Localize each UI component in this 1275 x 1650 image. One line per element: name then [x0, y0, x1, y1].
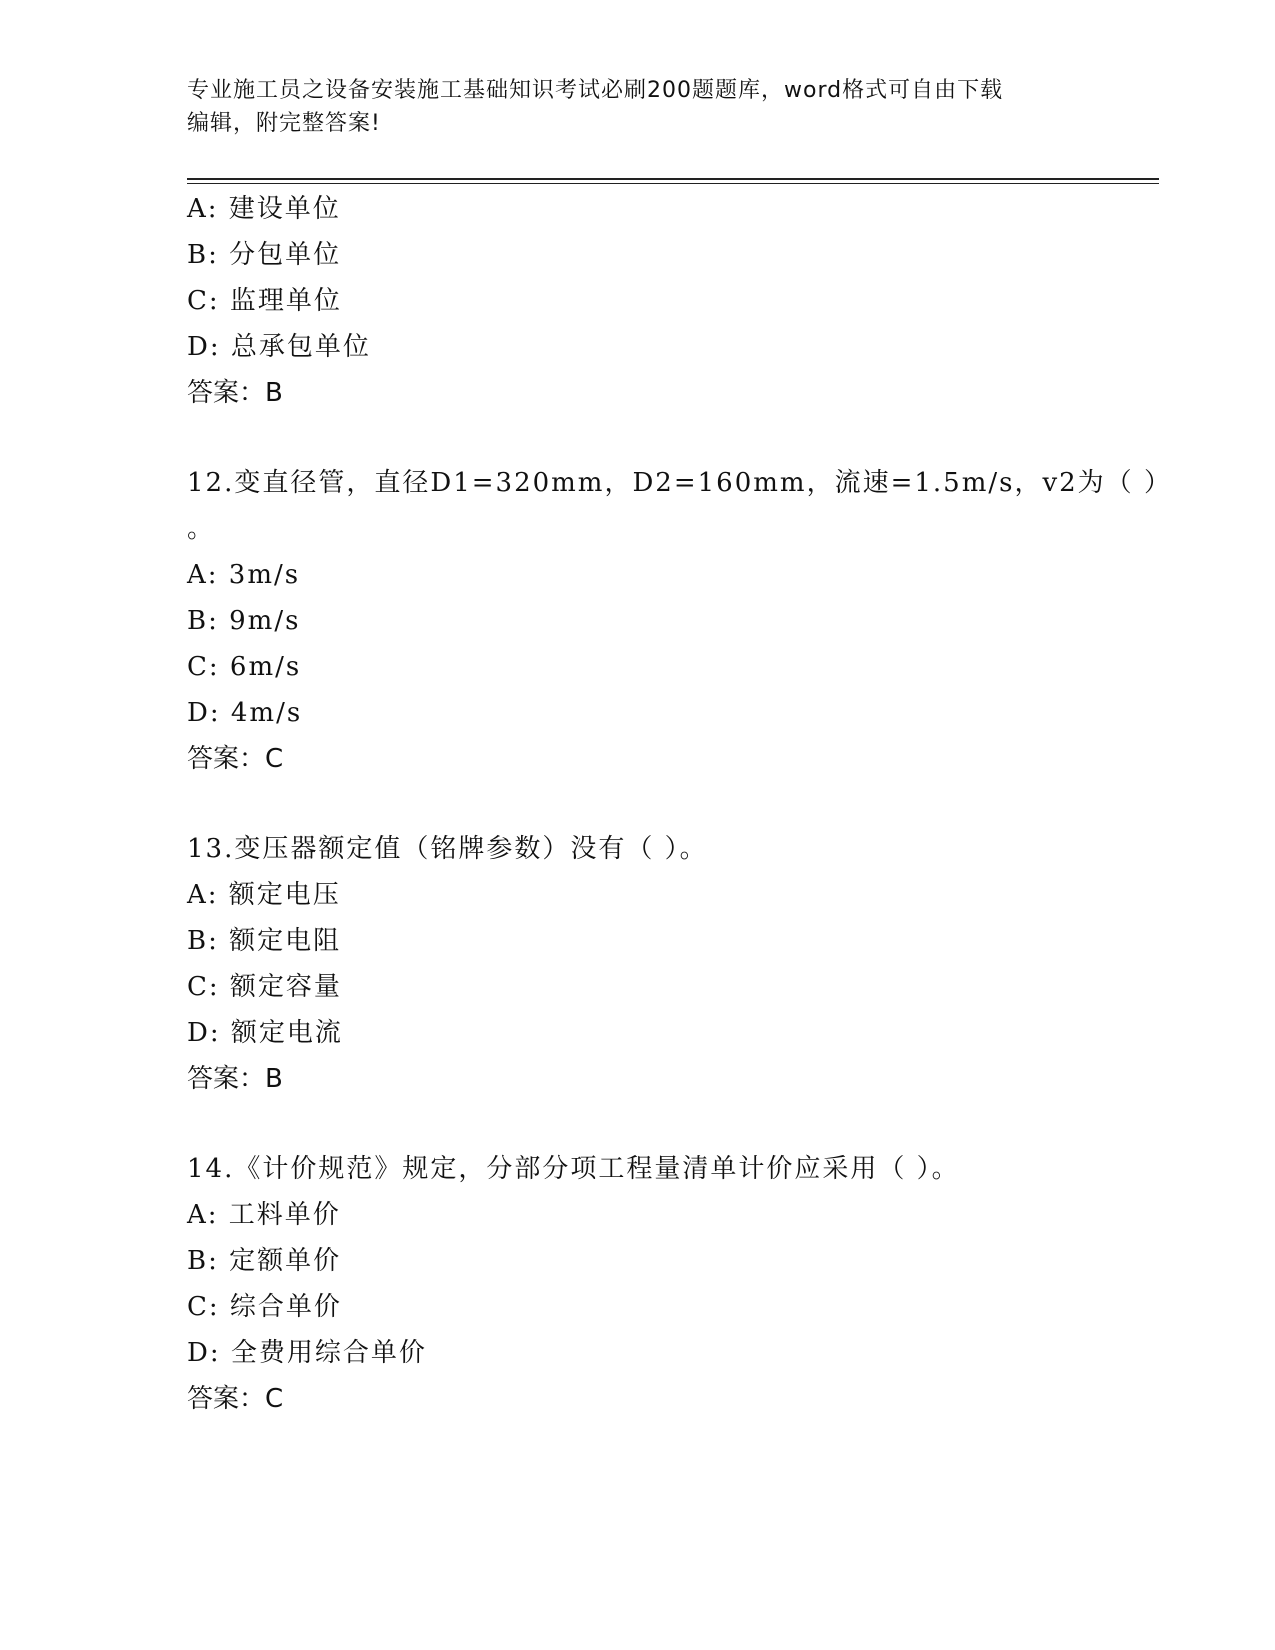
header-title-line-1: 专业施工员之设备安装施工基础知识考试必刷200题题库，word格式可自由下载	[187, 78, 1004, 103]
header-divider-thin	[187, 183, 1159, 184]
question-stem: 13.变压器额定值（铭牌参数）没有（ ）。	[187, 834, 708, 864]
option-c: C: 6m/s	[187, 652, 302, 682]
spacer	[187, 416, 1187, 460]
option-c: C: 额定容量	[187, 972, 342, 1002]
question-11	[187, 186, 1187, 416]
option-c: C: 综合单价	[187, 1292, 342, 1322]
option-d: D: 总承包单位	[187, 332, 371, 362]
question-14	[187, 1146, 1187, 1422]
document-header	[187, 74, 1087, 140]
header-title-line-2: 编辑，附完整答案!	[187, 111, 381, 136]
question-13	[187, 826, 1187, 1102]
spacer	[187, 782, 1187, 826]
option-d: D: 额定电流	[187, 1018, 343, 1048]
option-a: A: 建设单位	[187, 194, 341, 224]
option-c: C: 监理单位	[187, 286, 342, 316]
option-d: D: 全费用综合单价	[187, 1338, 427, 1368]
option-d: D: 4m/s	[187, 698, 303, 728]
question-stem: 12.变直径管，直径D1=320mm，D2=160mm，流速=1.5m/s，v2为（ ）	[187, 468, 1172, 498]
option-b: B: 分包单位	[187, 240, 342, 270]
option-b: B: 额定电阻	[187, 926, 342, 956]
answer: 答案：B	[187, 1064, 283, 1094]
question-stem-continuation: 。	[187, 514, 216, 544]
answer: 答案：B	[187, 378, 283, 408]
spacer	[187, 1102, 1187, 1146]
question-list	[187, 186, 1187, 1422]
option-a: A: 额定电压	[187, 880, 341, 910]
header-divider-thick	[187, 178, 1159, 180]
option-a: A: 工料单价	[187, 1200, 341, 1230]
question-stem: 14.《计价规范》规定，分部分项工程量清单计价应采用（ ）。	[187, 1154, 960, 1184]
answer: 答案：C	[187, 1384, 284, 1414]
answer: 答案：C	[187, 744, 284, 774]
option-a: A: 3m/s	[187, 560, 301, 590]
option-b: B: 定额单价	[187, 1246, 342, 1276]
option-b: B: 9m/s	[187, 606, 301, 636]
question-12	[187, 460, 1187, 782]
